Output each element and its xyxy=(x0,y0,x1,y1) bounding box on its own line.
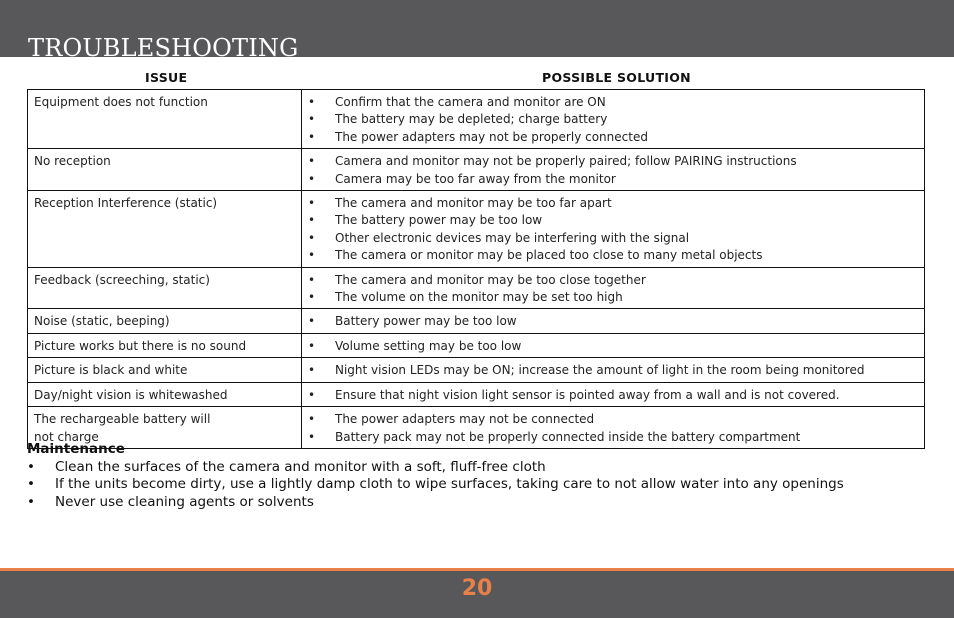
table-row xyxy=(28,267,925,309)
table-row xyxy=(28,309,925,333)
solution-item xyxy=(308,129,918,146)
troubleshooting-table xyxy=(27,89,925,449)
issue-text: Feedback (screeching, static) xyxy=(34,272,210,287)
solution-cell xyxy=(302,149,925,191)
issue-text: Picture is black and white xyxy=(34,363,188,378)
bullet-icon: • xyxy=(308,290,316,305)
maintenance-list xyxy=(27,459,907,511)
maintenance-item xyxy=(27,459,907,476)
bullet-icon: • xyxy=(308,154,316,169)
issue-cell xyxy=(28,382,302,406)
solution-item xyxy=(308,230,918,247)
solution-text: Camera may be too far away from the monitor xyxy=(335,171,616,186)
table-row xyxy=(28,90,925,149)
solution-text: Other electronic devices may be interfering with the signal xyxy=(335,230,690,245)
solution-text: Battery pack may not be properly connected inside the battery compartment xyxy=(335,429,801,444)
bullet-icon: • xyxy=(308,196,316,211)
maintenance-title: Maintenance xyxy=(27,441,125,457)
solution-item xyxy=(308,411,918,428)
issue-text: No reception xyxy=(34,154,111,169)
solution-item xyxy=(308,272,918,289)
solution-cell xyxy=(302,191,925,268)
page-number: 20 xyxy=(461,576,493,601)
solution-text: Ensure that night vision light sensor is pointed away from a wall and is not covered. xyxy=(335,387,840,402)
maintenance-item xyxy=(27,494,907,511)
solution-cell xyxy=(302,309,925,333)
issue-cell xyxy=(28,333,302,357)
solution-item xyxy=(308,247,918,264)
bullet-icon: • xyxy=(308,129,316,144)
bullet-icon: • xyxy=(308,95,316,109)
solution-text: Night vision LEDs may be ON; increase the amount of light in the room being monitored xyxy=(335,363,865,378)
issue-cell xyxy=(28,267,302,309)
solution-item xyxy=(308,212,918,229)
solution-text: The battery power may be too low xyxy=(335,213,543,228)
issue-cell xyxy=(28,191,302,268)
bullet-icon: • xyxy=(308,230,316,245)
solution-text: The power adapters may not be properly connected xyxy=(335,129,648,144)
bullet-icon: • xyxy=(27,459,35,475)
solution-text: The battery may be depleted; charge battery xyxy=(335,112,608,127)
issue-cell xyxy=(28,309,302,333)
solution-cell xyxy=(302,382,925,406)
solution-item xyxy=(308,195,918,212)
solution-item xyxy=(308,153,918,170)
troubleshooting-table-body xyxy=(28,90,925,449)
solution-cell xyxy=(302,358,925,382)
issue-text: Noise (static, beeping) xyxy=(34,314,170,329)
solution-text: The camera or monitor may be placed too close to many metal objects xyxy=(335,248,763,263)
bullet-icon: • xyxy=(308,314,316,329)
solution-item xyxy=(308,171,918,188)
bullet-icon: • xyxy=(308,248,316,263)
maintenance-text: Never use cleaning agents or solvents xyxy=(55,493,314,510)
table-row xyxy=(28,382,925,406)
issue-text: The rechargeable battery will xyxy=(34,412,211,427)
header-bar xyxy=(0,0,954,57)
page-title: TROUBLESHOOTING xyxy=(28,34,299,57)
bullet-icon: • xyxy=(308,338,316,353)
solution-cell xyxy=(302,333,925,357)
issue-text: Day/night vision is whitewashed xyxy=(34,387,228,402)
solution-text: The power adapters may not be connected xyxy=(335,412,595,427)
issue-text: Reception Interference (static) xyxy=(34,196,218,211)
table-row xyxy=(28,149,925,191)
maintenance-text: Clean the surfaces of the camera and monitor with a soft, fluff-free cloth xyxy=(55,459,546,475)
issue-cell xyxy=(28,90,302,149)
solution-text: The camera and monitor may be too far apart xyxy=(335,196,612,211)
maintenance-text: If the units become dirty, use a lightly damp cloth to wipe surfaces, taking care to not allow water into any openings xyxy=(55,476,844,493)
solution-item xyxy=(308,387,918,404)
table-row xyxy=(28,358,925,382)
solution-item xyxy=(308,289,918,306)
bullet-icon: • xyxy=(308,112,316,127)
issue-text: Equipment does not function xyxy=(34,95,208,109)
issue-cell xyxy=(28,149,302,191)
solution-text: Confirm that the camera and monitor are ON xyxy=(335,95,606,109)
solution-item xyxy=(308,111,918,128)
bullet-icon: • xyxy=(308,412,316,427)
solution-cell xyxy=(302,267,925,309)
issue-text: Picture works but there is no sound xyxy=(34,338,247,353)
maintenance-item xyxy=(27,476,907,493)
solution-text: The camera and monitor may be too close together xyxy=(335,272,646,287)
bullet-icon: • xyxy=(308,363,316,378)
table-column-headers xyxy=(0,70,954,88)
bullet-icon: • xyxy=(308,429,316,444)
solution-item xyxy=(308,94,918,111)
bullet-icon: • xyxy=(308,213,316,228)
bullet-icon: • xyxy=(27,493,35,510)
column-header-solution: POSSIBLE SOLUTION xyxy=(542,70,691,85)
solution-text: Battery power may be too low xyxy=(335,314,517,329)
table-row xyxy=(28,191,925,268)
bullet-icon: • xyxy=(308,171,316,186)
issue-cell xyxy=(28,358,302,382)
solution-cell xyxy=(302,90,925,149)
solution-item xyxy=(308,313,918,330)
solution-text: Camera and monitor may not be properly paired; follow PAIRING instructions xyxy=(335,154,797,169)
solution-text: Volume setting may be too low xyxy=(335,338,522,353)
bullet-icon: • xyxy=(308,272,316,287)
table-row xyxy=(28,333,925,357)
solution-item xyxy=(308,362,918,379)
column-header-issue: ISSUE xyxy=(145,70,188,85)
maintenance-section xyxy=(27,441,907,511)
bullet-icon: • xyxy=(308,387,316,402)
bullet-icon: • xyxy=(27,476,35,493)
issue-text: not charge xyxy=(34,429,99,444)
solution-text: The volume on the monitor may be set too high xyxy=(335,290,623,305)
solution-item xyxy=(308,338,918,355)
